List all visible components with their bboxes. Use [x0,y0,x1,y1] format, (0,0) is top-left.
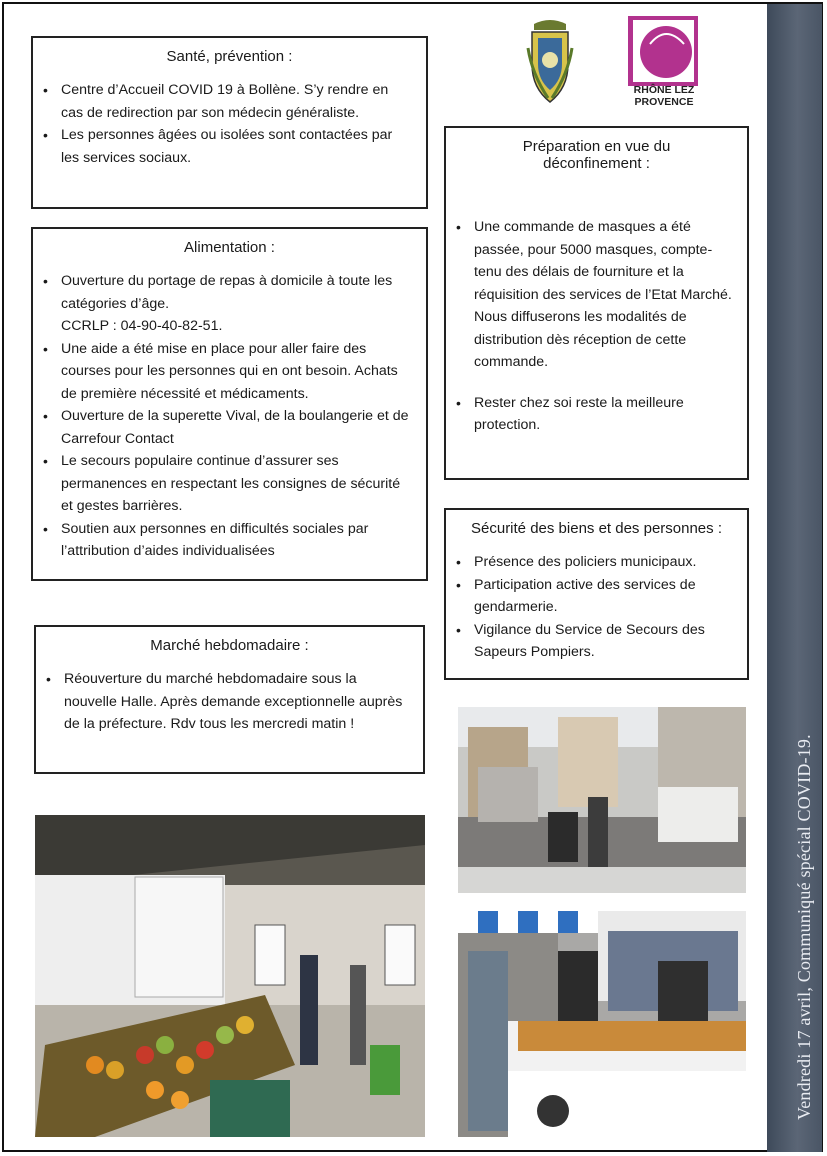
alimentation-box [31,227,428,581]
alimentation-list [33,270,426,563]
securite-list [446,551,747,664]
rhone-lez-provence-wordmark: RHÔNE LEZ PROVENCE [633,84,695,108]
list-item: • Ouverture du portage de repas à domicile à toute les catégories d’âge. CCRLP : 04-90-40-82-51. [61,270,414,338]
list-item: • Une commande de masques a été passée, pour 5000 masques, compte-tenu des délais de fourniture et la réquisition des services de l’Etat Marché. Nous diffuserons les modalités de distribution dès réception de cette commande. [474,216,735,374]
list-item: • Centre d’Accueil COVID 19 à Bollène. S’y rendre en cas de redirection par son médecin généraliste. [61,79,414,124]
list-item: • Réouverture du marché hebdomadaire sous la nouvelle Halle. Après demande exceptionnelle auprès de la préfecture. Rdv tous les mercredi matin ! [64,668,411,736]
marche-title: Marché hebdomadaire : [150,637,309,654]
preparation-box [444,126,749,480]
market-hall-photo [35,815,425,1137]
marche-hebdomadaire-box [34,625,425,774]
alimentation-title: Alimentation : [184,239,275,256]
list-item: • Ouverture de la superette Vival, de la boulangerie et de Carrefour Contact [61,405,414,450]
securite-box [444,508,749,680]
city-crest-logo [526,18,574,104]
list-item: • Les personnes âgées ou isolées sont contactées par les services sociaux. [61,124,414,169]
securite-title: Sécurité des biens et des personnes : [471,520,722,537]
list-item: • Rester chez soi reste la meilleure protection. [474,392,735,437]
marche-list [36,668,423,736]
list-item: • Présence des policiers municipaux. [474,551,735,574]
sante-prevention-box [31,36,428,209]
list-item: • Soutien aux personnes en difficultés sociales par l’attribution d’aides individualisées [61,518,414,563]
preparation-list [446,216,747,437]
sidebar-caption: Vendredi 17 avril, Communiqué spécial COVID-19. [794,734,814,1120]
preparation-title: Préparation en vue du déconfinement : [522,138,671,172]
sante-title: Santé, prévention : [166,48,293,65]
fish-stall-photo [458,911,746,1137]
phone-number: CCRLP : 04-90-40-82-51. [61,318,223,334]
list-item: • Une aide a été mise en place pour aller faire des courses pour les personnes qui en ont besoin. Achats de première nécessité et médicaments. [61,338,414,406]
street-market-photo [458,707,746,893]
sante-list [33,79,426,169]
list-item: • Participation active des services de gendarmerie. [474,574,735,619]
list-item: • Vigilance du Service de Secours des Sapeurs Pompiers. [474,619,735,664]
list-item: • Le secours populaire continue d’assurer ses permanences en respectant les consignes de sécurité et gestes barrières. [61,450,414,518]
